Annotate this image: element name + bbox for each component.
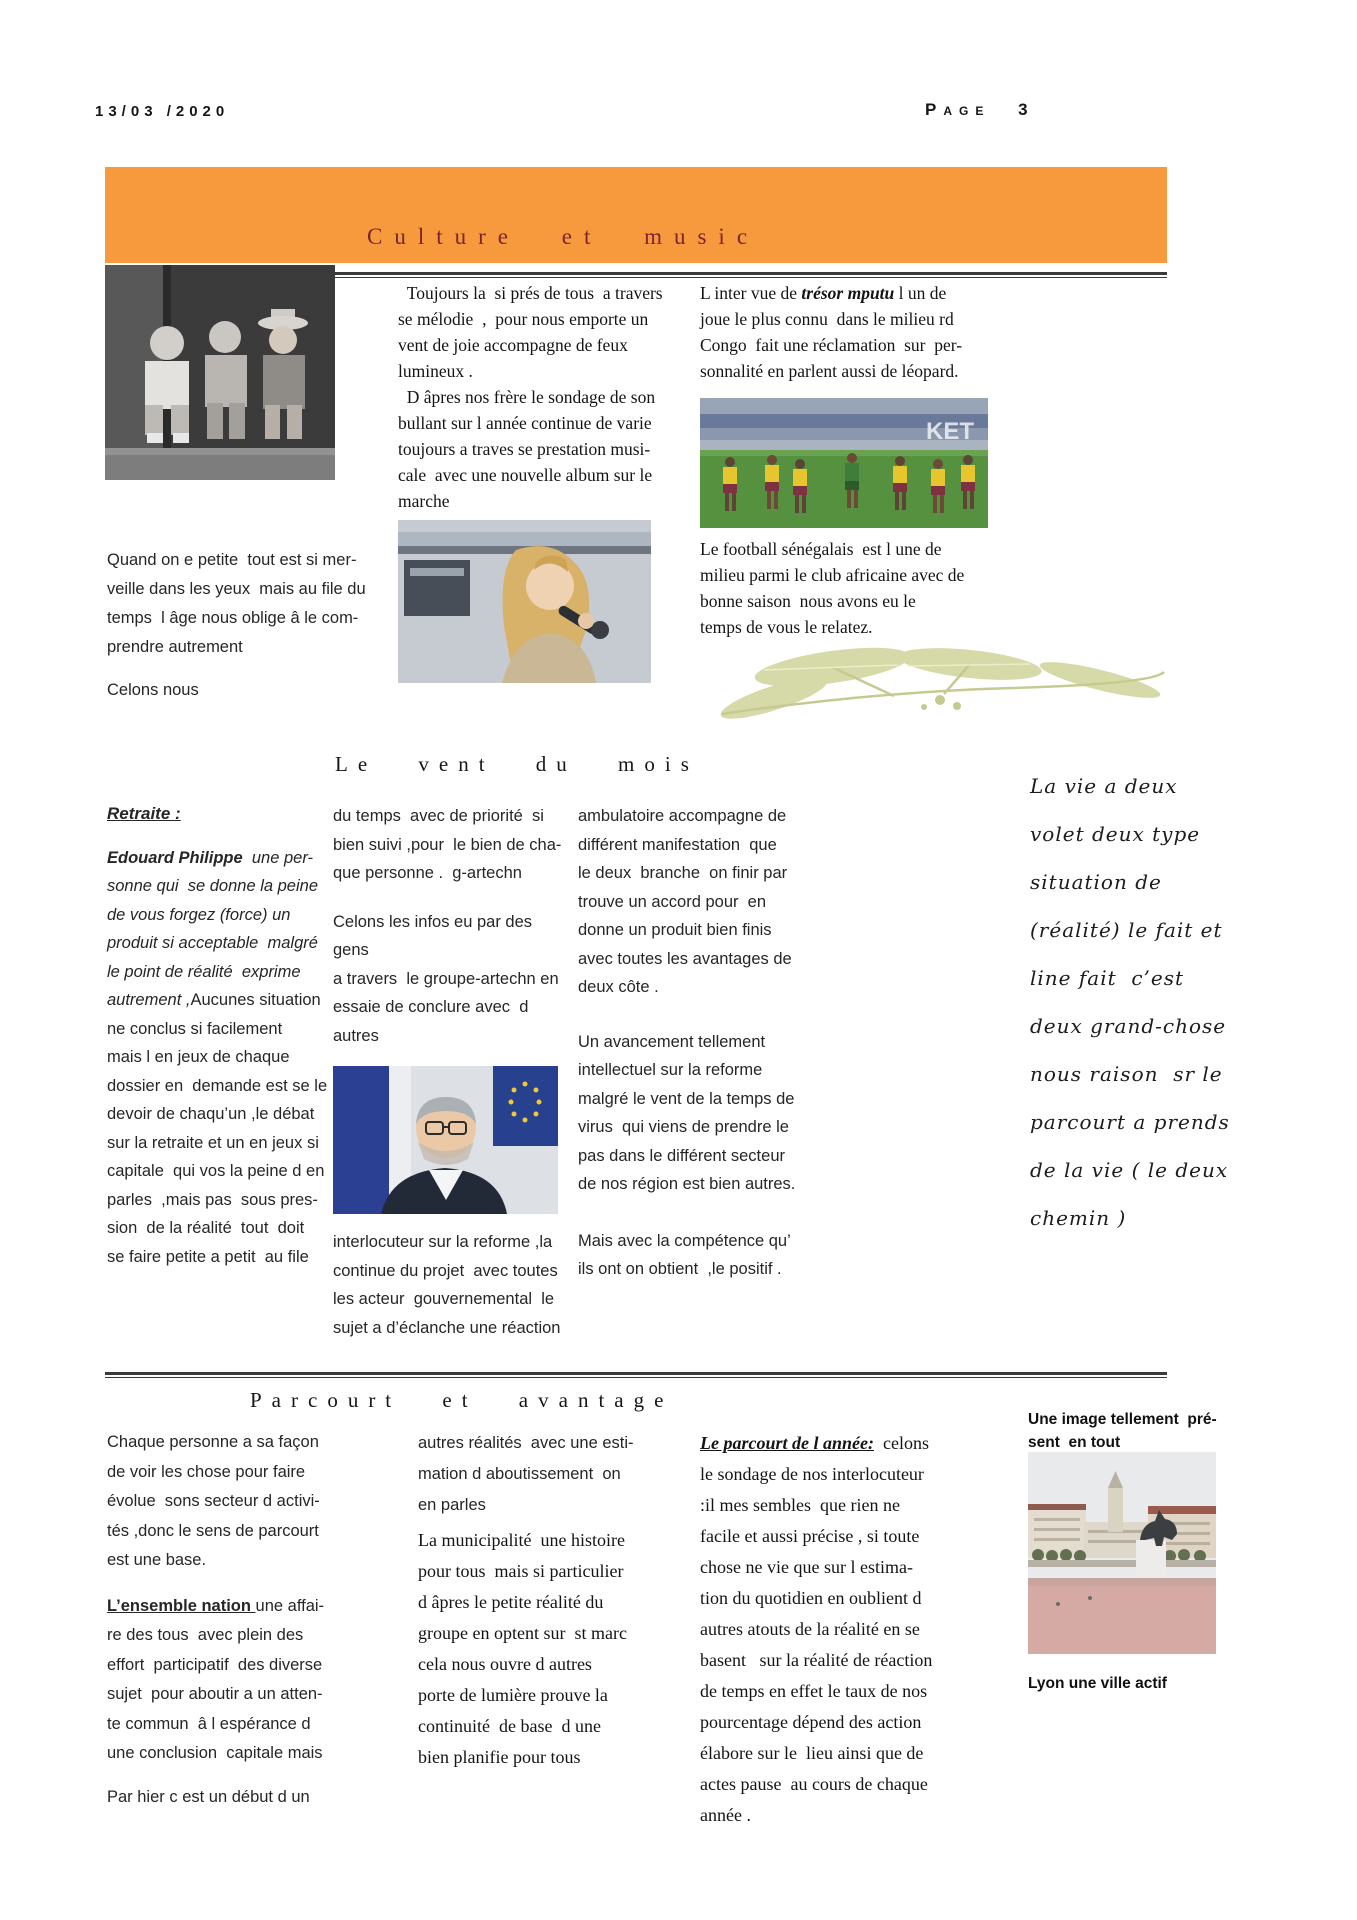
- text-line: autres réalités avec une esti-: [418, 1434, 634, 1452]
- text-line: situation de: [1030, 870, 1162, 894]
- text-line: actes pause au cours de chaque: [700, 1774, 928, 1794]
- text-line: intellectuel sur la reforme: [578, 1061, 763, 1079]
- text-line: chose ne vie que sur l estima-: [700, 1557, 913, 1577]
- philippe-photo: [333, 1066, 571, 1214]
- text-line: malgré le vent de la temps de: [578, 1089, 795, 1108]
- text-line: vent de joie accompagne de feux: [398, 335, 628, 355]
- text-line: année .: [700, 1805, 751, 1825]
- parcourt-1-paragraph-2: [107, 1592, 357, 1769]
- lyon-photo: [1028, 1452, 1216, 1654]
- text-line: bien planifie pour tous: [418, 1747, 581, 1767]
- handwritten-note: [1030, 762, 1250, 1242]
- text-line: les acteur gouvernemental le: [333, 1290, 555, 1308]
- text-line: marche: [398, 491, 450, 511]
- text-line: avec toutes les avantages de: [578, 949, 792, 968]
- text-line: deux côte .: [578, 978, 659, 996]
- parcourt-annee-lead: Le parcourt de l année:: [700, 1433, 874, 1453]
- section-banner: [105, 167, 1167, 263]
- text-line: :il mes sembles que rien ne: [700, 1495, 900, 1515]
- text-line: le point de réalité exprime: [107, 962, 301, 981]
- parcourt-annee-lead-rest: celons: [873, 1433, 929, 1453]
- retraite-paragraph: [107, 844, 349, 1272]
- text-line: devoir de chaqu’un ,le débat: [107, 1105, 315, 1123]
- text-line: te commun â l espérance d: [107, 1714, 311, 1733]
- vent-column-b: [333, 802, 571, 1342]
- text-line: que personne . g-artechn: [333, 864, 522, 882]
- page-date: 13/03 /2020: [95, 103, 230, 120]
- retraite-line1-rest: une per-: [242, 848, 314, 867]
- text-line: ambulatoire accompagne de: [578, 807, 787, 825]
- page-number: Page 3: [925, 100, 1035, 119]
- text-line: La vie a deux: [1030, 774, 1178, 798]
- text-line: différent manifestation que: [578, 835, 777, 854]
- lyon-photo-art: [1028, 1452, 1216, 1654]
- singer-photo: [398, 520, 651, 683]
- text-line: produit si acceptable malgré: [107, 934, 318, 952]
- text-line: évolue sons secteur d activi-: [107, 1492, 320, 1510]
- text-line: se faire petite a petit au file: [107, 1247, 309, 1266]
- vent-section-heading: Le vent du mois: [335, 752, 699, 776]
- text-line: prendre autrement: [107, 638, 243, 656]
- text-line: pour tous mais si particulier: [418, 1561, 624, 1581]
- vent-column-c: [578, 802, 820, 1284]
- culture-left-column: [107, 546, 387, 705]
- lyon-caption-top: [1028, 1408, 1233, 1454]
- text-line: volet deux type: [1030, 822, 1201, 846]
- text-line: sent en tout: [1028, 1434, 1121, 1451]
- parcourt-3-lines: [700, 1459, 1010, 1831]
- text-line: une conclusion capitale mais: [107, 1744, 323, 1762]
- text-line: La municipalité une histoire: [418, 1530, 625, 1550]
- parcourt-column-3: [700, 1428, 1010, 1831]
- retraite-line6-rest: Aucunes situation: [190, 991, 321, 1009]
- text-line: cela nous ouvre d autres: [418, 1654, 592, 1674]
- text-line: joue le plus connu dans le milieu rd: [700, 309, 954, 329]
- text-line: re des tous avec plein des: [107, 1626, 304, 1644]
- retraite-line6-italic: autrement ,: [107, 991, 191, 1009]
- text-line: porte de lumière prouve la: [418, 1685, 608, 1705]
- text-line: sonnalité en parlent aussi de léopard.: [700, 361, 959, 381]
- philippe-photo-art: [333, 1066, 558, 1214]
- text-line: parles ,mais pas sous pres-: [107, 1190, 318, 1209]
- text-line: sujet pour aboutir a un atten-: [107, 1685, 323, 1703]
- text-line: dossier en demande est se le: [107, 1076, 328, 1095]
- text-line: virus qui viens de prendre le: [578, 1118, 789, 1136]
- vent-b-paragraph-3: [333, 1228, 571, 1342]
- retraite-italic-lines: [107, 872, 349, 986]
- text-line: bien suivi ,pour le bien de cha-: [333, 835, 562, 854]
- culture-right-line-1: [700, 280, 995, 306]
- culture-right-lead: L inter vue de: [700, 283, 802, 303]
- text-line: sur la retraite et un en jeux si: [107, 1133, 319, 1152]
- children-bw-photo: [105, 265, 335, 480]
- text-line: toujours a traves se prestation musi-: [398, 439, 651, 459]
- culture-left-paragraph: [107, 546, 387, 662]
- text-line: de voir les chose pour faire: [107, 1462, 306, 1481]
- text-line: Chaque personne a sa façon: [107, 1433, 319, 1451]
- parcourt-1-paragraph-1: [107, 1428, 357, 1576]
- text-line: line fait c’est: [1030, 966, 1185, 990]
- text-line: Un avancement tellement: [578, 1032, 766, 1051]
- text-line: basent sur la réalité de réaction: [700, 1650, 933, 1670]
- culture-middle-paragraph-1: [398, 280, 700, 384]
- text-line: nous raison sr le: [1030, 1062, 1223, 1086]
- text-line: de temps en effet le taux de nos: [700, 1681, 928, 1701]
- parcourt-1-paragraph-3: Par hier c est un début d un: [107, 1787, 310, 1806]
- culture-right-lead-end: l un de: [894, 283, 947, 303]
- text-line: ne conclus si facilement: [107, 1019, 283, 1038]
- text-line: donne un produit bien finis: [578, 921, 772, 939]
- text-line: Celons les infos eu par des gens: [333, 912, 537, 959]
- text-line: deux grand-chose: [1030, 1014, 1227, 1038]
- text-line: temps l âge nous oblige â le com-: [107, 609, 359, 627]
- text-line: de nos région est bien autres.: [578, 1175, 796, 1193]
- text-line: Congo fait une réclamation sur per-: [700, 335, 963, 355]
- text-line: a travers le groupe-artechn en: [333, 969, 559, 988]
- football-photo-ad-text: KET: [926, 418, 974, 445]
- text-line: continuité de base d une: [418, 1716, 601, 1736]
- ensemble-nation-rest: une affai-: [255, 1596, 325, 1615]
- culture-middle-paragraph-2: [398, 384, 700, 514]
- text-line: continue du projet avec toutes: [333, 1261, 558, 1280]
- text-line: parcourt a prends: [1030, 1110, 1230, 1134]
- text-line: le sondage de nos interlocuteur: [700, 1464, 924, 1484]
- edouard-philippe-name: Edouard Philippe: [107, 848, 243, 867]
- children-bw-photo-art: [105, 265, 335, 480]
- football-photo-art: [700, 398, 988, 528]
- vent-column-retraite: [107, 800, 349, 1271]
- text-line: en parles: [418, 1496, 486, 1514]
- vent-c-paragraph-1: [578, 802, 820, 1002]
- text-line: capitale qui vos la peine d en: [107, 1162, 325, 1180]
- text-line: sonne qui se donne la peine: [107, 877, 319, 895]
- culture-left-closing: Celons nous: [107, 681, 199, 699]
- text-line: est une base.: [107, 1551, 207, 1569]
- parcourt-section-heading: Parcourt et avantage: [250, 1388, 674, 1412]
- text-line: Toujours la si prés de tous a travers: [398, 283, 663, 303]
- olive-branch-icon: [712, 642, 1167, 727]
- text-line: de vous forgez (force) un: [107, 905, 291, 924]
- text-line: pourcentage dépend des action: [700, 1712, 922, 1732]
- text-line: de la vie ( le deux: [1030, 1158, 1229, 1182]
- banner-title: Culture et music: [367, 224, 760, 249]
- text-line: ils ont on obtient ,le positif .: [578, 1260, 782, 1278]
- text-line: mation d aboutissement on: [418, 1465, 621, 1483]
- text-line: temps de vous le relatez.: [700, 617, 873, 637]
- text-line: bullant sur l année continue de varie: [398, 413, 652, 433]
- culture-middle-column: [398, 280, 700, 514]
- parcourt-1-paragraph-2-lines: [107, 1621, 357, 1769]
- text-line: groupe en optent sur st marc: [418, 1623, 627, 1643]
- divider-rule-bottom: [105, 1372, 1167, 1378]
- text-line: sujet a d’éclanche une réaction: [333, 1318, 561, 1337]
- text-line: élabore sur le lieu ainsi que de: [700, 1743, 924, 1763]
- culture-right-bold-name: trésor mputu: [801, 283, 895, 303]
- vent-c-paragraph-2: [578, 1028, 820, 1199]
- text-line: Mais avec la compétence qu’: [578, 1231, 791, 1250]
- text-line: effort participatif des diverse: [107, 1655, 323, 1674]
- parcourt-2-paragraph-1: [418, 1428, 700, 1521]
- text-line: Le football sénégalais est l une de: [700, 539, 942, 559]
- text-line: tés ,donc le sens de parcourt: [107, 1521, 319, 1540]
- text-line: sion de la réalité tout doit: [107, 1219, 305, 1237]
- text-line: le deux branche on finir par: [578, 864, 788, 882]
- text-line: d âpres le petite réalité du: [418, 1592, 604, 1612]
- text-line: trouve un accord pour en: [578, 892, 767, 911]
- text-line: bonne saison nous avons eu le: [700, 591, 916, 611]
- ensemble-nation-lead: L’ensemble nation: [107, 1596, 256, 1615]
- text-line: (réalité) le fait et: [1030, 918, 1223, 942]
- leaves-decoration: [712, 642, 1167, 727]
- text-line: cale avec une nouvelle album sur le: [398, 465, 653, 485]
- vent-b-paragraph-1: [333, 802, 571, 888]
- text-line: interlocuteur sur la reforme ,la: [333, 1233, 553, 1251]
- text-line: Quand on e petite tout est si mer-: [107, 551, 357, 569]
- text-line: Une image tellement pré-: [1028, 1411, 1217, 1428]
- text-line: se mélodie , pour nous emporte un: [398, 309, 649, 329]
- retraite-regular-lines: [107, 1015, 349, 1272]
- text-line: veille dans les yeux mais au file du: [107, 580, 366, 598]
- vent-b-paragraph-2: [333, 908, 571, 1051]
- text-line: du temps avec de priorité si: [333, 807, 544, 825]
- lyon-caption-bottom: Lyon une ville actif: [1028, 1675, 1167, 1692]
- text-line: lumineux .: [398, 361, 473, 381]
- singer-photo-art: [398, 520, 651, 683]
- retraite-heading: Retraite :: [107, 804, 181, 823]
- text-line: D âpres nos frère le sondage de son: [398, 387, 656, 407]
- text-line: chemin ): [1030, 1206, 1127, 1230]
- text-line: autres atouts de la réalité en se: [700, 1619, 920, 1639]
- text-line: milieu parmi le club africaine avec de: [700, 565, 965, 585]
- text-line: mais l en jeux de chaque: [107, 1048, 290, 1066]
- culture-right-paragraph-2: [700, 536, 995, 640]
- parcourt-column-1: [107, 1428, 357, 1812]
- culture-right-paragraph-1-lines: [700, 306, 995, 384]
- vent-c-paragraph-3: [578, 1227, 820, 1284]
- culture-right-paragraph-2-lines: [700, 536, 995, 640]
- culture-right-paragraph-1: [700, 280, 995, 384]
- parcourt-column-2: [418, 1428, 700, 1773]
- text-line: essaie de conclure avec d autres: [333, 998, 533, 1045]
- text-line: pas dans le différent secteur: [578, 1146, 785, 1165]
- text-line: tion du quotidien en oublient d: [700, 1588, 922, 1608]
- parcourt-2-paragraph-2: [418, 1525, 700, 1773]
- text-line: facile et aussi précise , si toute: [700, 1526, 920, 1546]
- football-photo: [700, 398, 988, 528]
